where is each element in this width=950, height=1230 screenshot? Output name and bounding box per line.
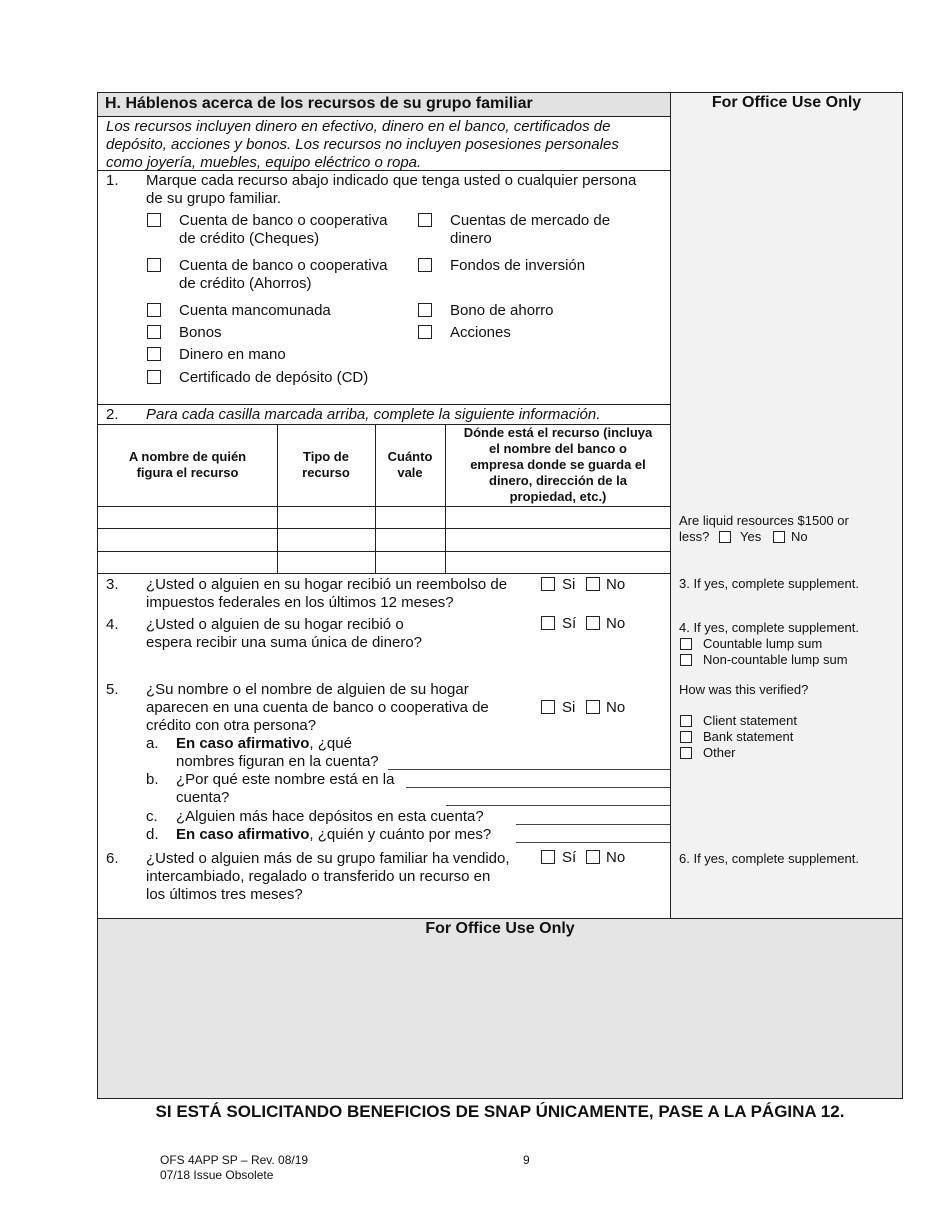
- office-option-label: Client statement: [703, 713, 797, 728]
- office-other-checkbox[interactable]: [680, 747, 692, 759]
- snap-instruction: SI ESTÁ SOLICITANDO BENEFICIOS DE SNAP ÚNICAMENTE, PASE A LA PÁGINA 12.: [155, 1102, 845, 1121]
- q6-text: ¿Usted o alguien más de su grupo familiar ha vendido,: [146, 850, 510, 867]
- office-client-statement-checkbox[interactable]: [680, 715, 692, 727]
- q5d-answer-line[interactable]: [516, 842, 670, 843]
- q5a-letter: a.: [146, 735, 159, 752]
- option-label: Bonos: [179, 324, 222, 341]
- q5c-answer-line[interactable]: [516, 824, 670, 825]
- table-cell-input[interactable]: [376, 529, 444, 550]
- table-cell-input[interactable]: [376, 507, 444, 527]
- q6-yes-label: Sí: [562, 849, 577, 866]
- table-cell-input[interactable]: [99, 552, 276, 572]
- q6-no-label: No: [606, 849, 626, 866]
- col-header-type: Tipo de recurso: [302, 449, 350, 480]
- q2-number: 2.: [106, 406, 119, 423]
- rule: [98, 573, 671, 574]
- q1-text: Marque cada recurso abajo indicado que tenga usted o cualquier persona: [146, 172, 637, 189]
- q3-yes-checkbox[interactable]: [541, 577, 555, 591]
- office-bank-statement-checkbox[interactable]: [680, 731, 692, 743]
- option-label: Fondos de inversión: [450, 257, 586, 274]
- q5-text: aparecen en una cuenta de banco o cooperativa de: [146, 699, 489, 716]
- q5a-answer-line[interactable]: [388, 769, 670, 770]
- q5b-answer-line-1[interactable]: [406, 787, 670, 788]
- q6-no-checkbox[interactable]: [586, 850, 600, 864]
- q3-yes-label: Si: [562, 576, 576, 593]
- intro-line: depósito, acciones y bonos. Los recursos no incluyen posesiones personales: [106, 136, 619, 153]
- option-label: Bono de ahorro: [450, 302, 554, 319]
- checkbox-joint-account[interactable]: [147, 303, 161, 317]
- q4-yes-label: Sí: [562, 615, 577, 632]
- checkbox-savings-bond[interactable]: [418, 303, 432, 317]
- office-note-6: 6. If yes, complete supplement.: [679, 851, 859, 866]
- office-option-label: Countable lump sum: [703, 636, 823, 651]
- q4-no-label: No: [606, 615, 626, 632]
- office-option-label: Other: [703, 745, 736, 760]
- q1-number: 1.: [106, 172, 119, 189]
- section-title: H. Háblenos acerca de los recursos de su grupo familiar: [105, 95, 533, 112]
- office-yes-label: Yes: [740, 529, 762, 544]
- obsolete-note: 07/18 Issue Obsolete: [160, 1168, 274, 1182]
- office-liquid-text: Are liquid resources $1500 or: [679, 513, 849, 528]
- office-liquid-no-checkbox[interactable]: [773, 531, 785, 543]
- rule: [277, 424, 278, 573]
- table-cell-input[interactable]: [446, 507, 670, 527]
- intro-line: como joyería, muebles, equipo eléctrico o ropa.: [106, 154, 422, 171]
- q5-number: 5.: [106, 681, 119, 698]
- checkbox-cash[interactable]: [147, 347, 161, 361]
- q6-text: los últimos tres meses?: [146, 886, 303, 903]
- office-note-3: 3. If yes, complete supplement.: [679, 576, 859, 591]
- q5b-text: ¿Por qué este nombre está en la: [176, 771, 395, 788]
- rule: [98, 404, 671, 405]
- q1-text: de su grupo familiar.: [146, 190, 282, 207]
- q6-text: intercambiado, regalado o transferido un recurso en: [146, 868, 491, 885]
- checkbox-money-market[interactable]: [418, 213, 432, 227]
- col-header-value: Cuánto vale: [387, 449, 433, 480]
- q5-yes-checkbox[interactable]: [541, 700, 555, 714]
- table-cell-input[interactable]: [278, 552, 374, 572]
- q4-number: 4.: [106, 616, 119, 633]
- checkbox-cd[interactable]: [147, 370, 161, 384]
- option-label: Cuentas de mercado de: [450, 212, 611, 229]
- q5b-answer-line-2[interactable]: [446, 805, 670, 806]
- col-header-location: Dónde está el recurso (incluya el nombre del banco o empresa donde se guarda el dinero, dirección de la propiedad, etc.): [463, 425, 653, 504]
- q3-text: ¿Usted o alguien en su hogar recibió un reembolso de: [146, 576, 508, 593]
- checkbox-stocks[interactable]: [418, 325, 432, 339]
- q3-number: 3.: [106, 576, 119, 593]
- office-noncountable-checkbox[interactable]: [680, 654, 692, 666]
- checkbox-bonds[interactable]: [147, 325, 161, 339]
- q5-text: crédito con otra persona?: [146, 717, 317, 734]
- form-id: OFS 4APP SP – Rev. 08/19: [160, 1153, 309, 1167]
- table-cell-input[interactable]: [99, 529, 276, 550]
- option-label: de crédito (Cheques): [179, 230, 320, 247]
- q3-no-label: No: [606, 576, 626, 593]
- bottom-office-title: For Office Use Only: [425, 920, 575, 937]
- q6-yes-checkbox[interactable]: [541, 850, 555, 864]
- rule: [98, 918, 902, 919]
- option-label: dinero: [450, 230, 492, 247]
- q4-no-checkbox[interactable]: [586, 616, 600, 630]
- option-label: Certificado de depósito (CD): [179, 369, 369, 386]
- q5b-text: cuenta?: [176, 789, 230, 806]
- option-label: Acciones: [450, 324, 511, 341]
- q5a-text: En caso afirmativo, ¿qué: [176, 735, 352, 752]
- q3-no-checkbox[interactable]: [586, 577, 600, 591]
- option-label: Cuenta mancomunada: [179, 302, 331, 319]
- q5c-letter: c.: [146, 808, 158, 825]
- office-countable-checkbox[interactable]: [680, 638, 692, 650]
- col-header-owner: A nombre de quién figura el recurso: [128, 449, 247, 480]
- q5a-text: nombres figuran en la cuenta?: [176, 753, 379, 770]
- option-label: Dinero en mano: [179, 346, 286, 363]
- office-liquid-yes-checkbox[interactable]: [719, 531, 731, 543]
- table-cell-input[interactable]: [446, 529, 670, 550]
- q5d-text: En caso afirmativo, ¿quién y cuánto por mes?: [176, 826, 492, 843]
- option-label: de crédito (Ahorros): [179, 275, 312, 292]
- q4-text: espera recibir una suma única de dinero?: [146, 634, 422, 651]
- q4-yes-checkbox[interactable]: [541, 616, 555, 630]
- option-label: Cuenta de banco o cooperativa: [179, 257, 388, 274]
- q5-text: ¿Su nombre o el nombre de alguien de su hogar: [146, 681, 469, 698]
- q5-no-label: No: [606, 699, 626, 716]
- table-cell-input[interactable]: [99, 507, 276, 527]
- office-no-label: No: [791, 529, 808, 544]
- q3-text: impuestos federales en los últimos 12 meses?: [146, 594, 454, 611]
- q6-number: 6.: [106, 850, 119, 867]
- intro-line: Los recursos incluyen dinero en efectivo, dinero en el banco, certificados de: [106, 118, 611, 135]
- table-cell-input[interactable]: [376, 552, 444, 572]
- checkbox-checking[interactable]: [147, 213, 161, 227]
- checkbox-savings[interactable]: [147, 258, 161, 272]
- q5c-text: ¿Alguien más hace depósitos en esta cuenta?: [176, 808, 484, 825]
- office-verified-question: How was this verified?: [679, 682, 809, 697]
- table-cell-input[interactable]: [278, 507, 374, 527]
- table-cell-input[interactable]: [278, 529, 374, 550]
- office-option-label: Non-countable lump sum: [703, 652, 848, 667]
- page-number: 9: [523, 1153, 530, 1167]
- office-note-4: 4. If yes, complete supplement.: [679, 620, 859, 635]
- office-option-label: Bank statement: [703, 729, 794, 744]
- option-label: Cuenta de banco o cooperativa: [179, 212, 388, 229]
- q5-no-checkbox[interactable]: [586, 700, 600, 714]
- q5d-letter: d.: [146, 826, 159, 843]
- rule: [98, 116, 671, 117]
- office-header: For Office Use Only: [711, 94, 862, 111]
- q4-text: ¿Usted o alguien de su hogar recibió o: [146, 616, 404, 633]
- table-cell-input[interactable]: [446, 552, 670, 572]
- rule: [375, 424, 376, 573]
- checkbox-mutual-funds[interactable]: [418, 258, 432, 272]
- q5-yes-label: Si: [562, 699, 576, 716]
- office-liquid-text: less?: [679, 529, 710, 544]
- q2-text: Para cada casilla marcada arriba, complete la siguiente información.: [146, 406, 601, 423]
- q5b-letter: b.: [146, 771, 159, 788]
